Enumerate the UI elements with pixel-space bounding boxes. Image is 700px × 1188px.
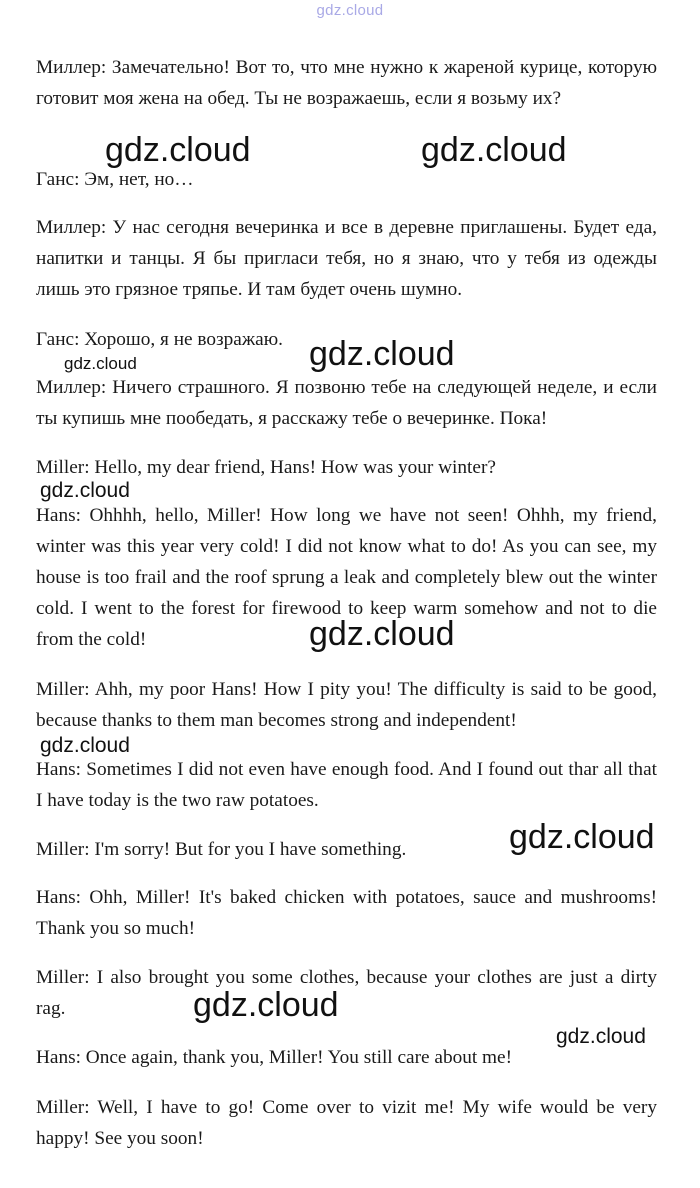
dialogue-line-en-hans-3: Hans: Ohh, Miller! It's baked chicken with potatoes, sauce and mushrooms! Thank you so much! [36,887,657,939]
dialogue-line-en-miller-1: Miller: Hello, my dear friend, Hans! How was your winter? [36,457,496,478]
watermark: gdz.cloud [193,986,339,1024]
dialogue-line-ru-miller-2: Миллер: У нас сегодня вечеринка и все в деревне приглашены. Будет еда, напитки и танцы. Я бы приглаcи тебя, но я знаю, что у тебя из одежды лишь это грязное тряпье. И там будет очень шумно. [36,217,657,300]
header-watermark: gdz.cloud [316,2,384,19]
dialogue-line-en-miller-5: Miller: Well, I have to go! Come over to vizit me! My wife would be very happy! See you soon! [36,1097,657,1149]
watermark: gdz.cloud [64,354,137,373]
watermark: gdz.cloud [509,818,655,856]
dialogue-line-en-miller-2: Miller: Ahh, my poor Hans! How I pity you! The difficulty is said to be good, because thanks to them man becomes strong and independent! [36,679,657,731]
watermark: gdz.cloud [40,734,130,757]
watermark: gdz.cloud [421,131,567,169]
dialogue-line-en-miller-4: Miller: I also brought you some clothes, because your clothes are just a dirty rag. [36,967,657,1019]
dialogue-line-en-miller-3: Miller: I'm sorry! But for you I have something. [36,839,407,860]
watermark: gdz.cloud [40,479,130,502]
dialogue-line-ru-miller-1: Миллер: Замечательно! Вот то, что мне нужно к жареной курице, которую готовит моя жена на обед. Ты не возражаешь, если я возьму их? [36,57,657,109]
watermark: gdz.cloud [309,615,455,653]
dialogue-line-en-hans-2: Hans: Sometimes I did not even have enough food. And I found out thar all that I have today is the two raw potatoes. [36,759,657,811]
watermark: gdz.cloud [556,1025,646,1048]
dialogue-line-en-hans-1: Hans: Ohhhh, hello, Miller! How long we have not seen! Ohhh, my friend, winter was this year very cold! I did not know what to do! As you can see, my house is too frail and the roof sprung a leak and completely blew out the winter cold. I went to the forest for firewood to keep warm somehow and not to die from the cold! [36,505,657,650]
dialogue-line-en-hans-4: Hans: Once again, thank you, Miller! You still care about me! [36,1047,513,1068]
watermark: gdz.cloud [105,131,251,169]
watermark: gdz.cloud [309,335,455,373]
dialogue-line-ru-miller-3: Миллер: Ничего страшного. Я позвоню тебе на следующей неделе, и если ты купишь мне пообедать, я расскажу тебе о вечеринке. Пока! [36,377,657,429]
dialogue-line-ru-hans-1: Ганс: Эм, нет, но… [36,169,194,190]
dialogue-line-ru-hans-2: Ганс: Хорошо, я не возражаю. [36,329,283,350]
